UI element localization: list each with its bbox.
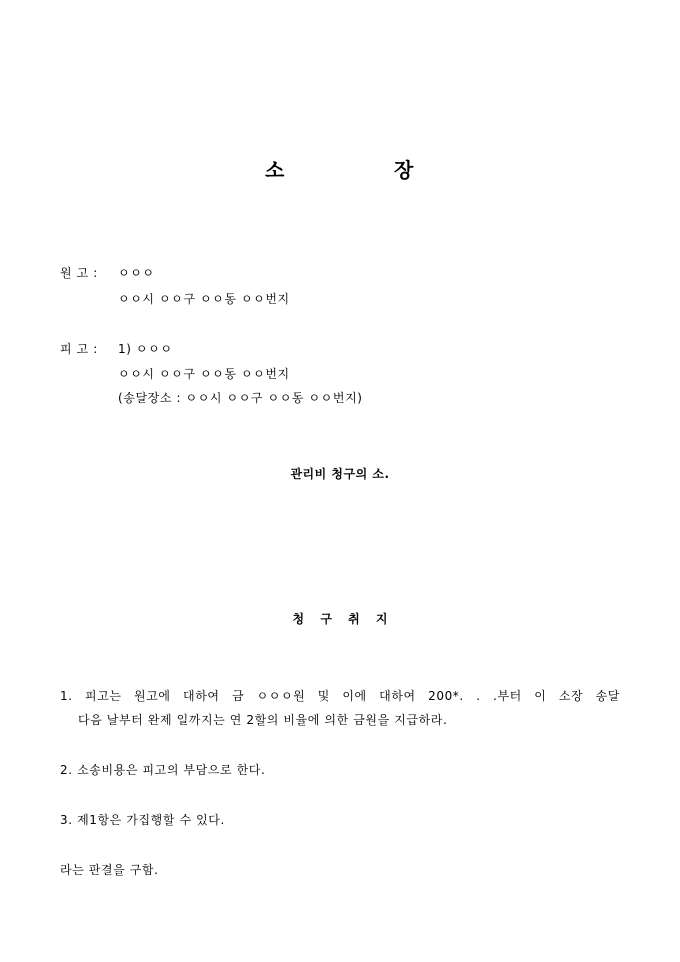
claim-3: 3. 제1항은 가집행할 수 있다. xyxy=(60,813,225,827)
plaintiff-address: ㅇㅇ시 ㅇㅇ구 ㅇㅇ동 ㅇㅇ번지 xyxy=(118,292,290,306)
defendant-name: 1) ㅇㅇㅇ xyxy=(118,342,173,356)
claim-1-line-1 xyxy=(60,688,620,704)
case-name: 관리비 청구의 소. xyxy=(290,467,390,481)
defendant-address: ㅇㅇ시 ㅇㅇ구 ㅇㅇ동 ㅇㅇ번지 xyxy=(118,367,290,381)
claim-2: 2. 소송비용은 피고의 부담으로 한다. xyxy=(60,763,266,777)
claim-1-line-2: 다음 날부터 완제 일까지는 연 2할의 비율에 의한 금원을 지급하라. xyxy=(78,713,448,727)
title-char-1: 소 xyxy=(265,158,285,182)
defendant-service-address: (송달장소 : ㅇㅇ시 ㅇㅇ구 ㅇㅇ동 ㅇㅇ번지) xyxy=(118,391,363,405)
plaintiff-name: ㅇㅇㅇ xyxy=(118,266,155,280)
closing-statement: 라는 판결을 구함. xyxy=(60,863,159,877)
claim-1-line-1-text: 1. 피고는 원고에 대하여 금 ㅇㅇㅇ원 및 이에 대하여 200*. . .부터 이 소장 송달 xyxy=(60,689,620,703)
plaintiff-label: 원 고 : xyxy=(60,266,98,280)
title-char-2: 장 xyxy=(394,158,414,182)
claim-heading: 청 구 취 지 xyxy=(292,612,388,626)
defendant-label: 피 고 : xyxy=(60,342,98,356)
